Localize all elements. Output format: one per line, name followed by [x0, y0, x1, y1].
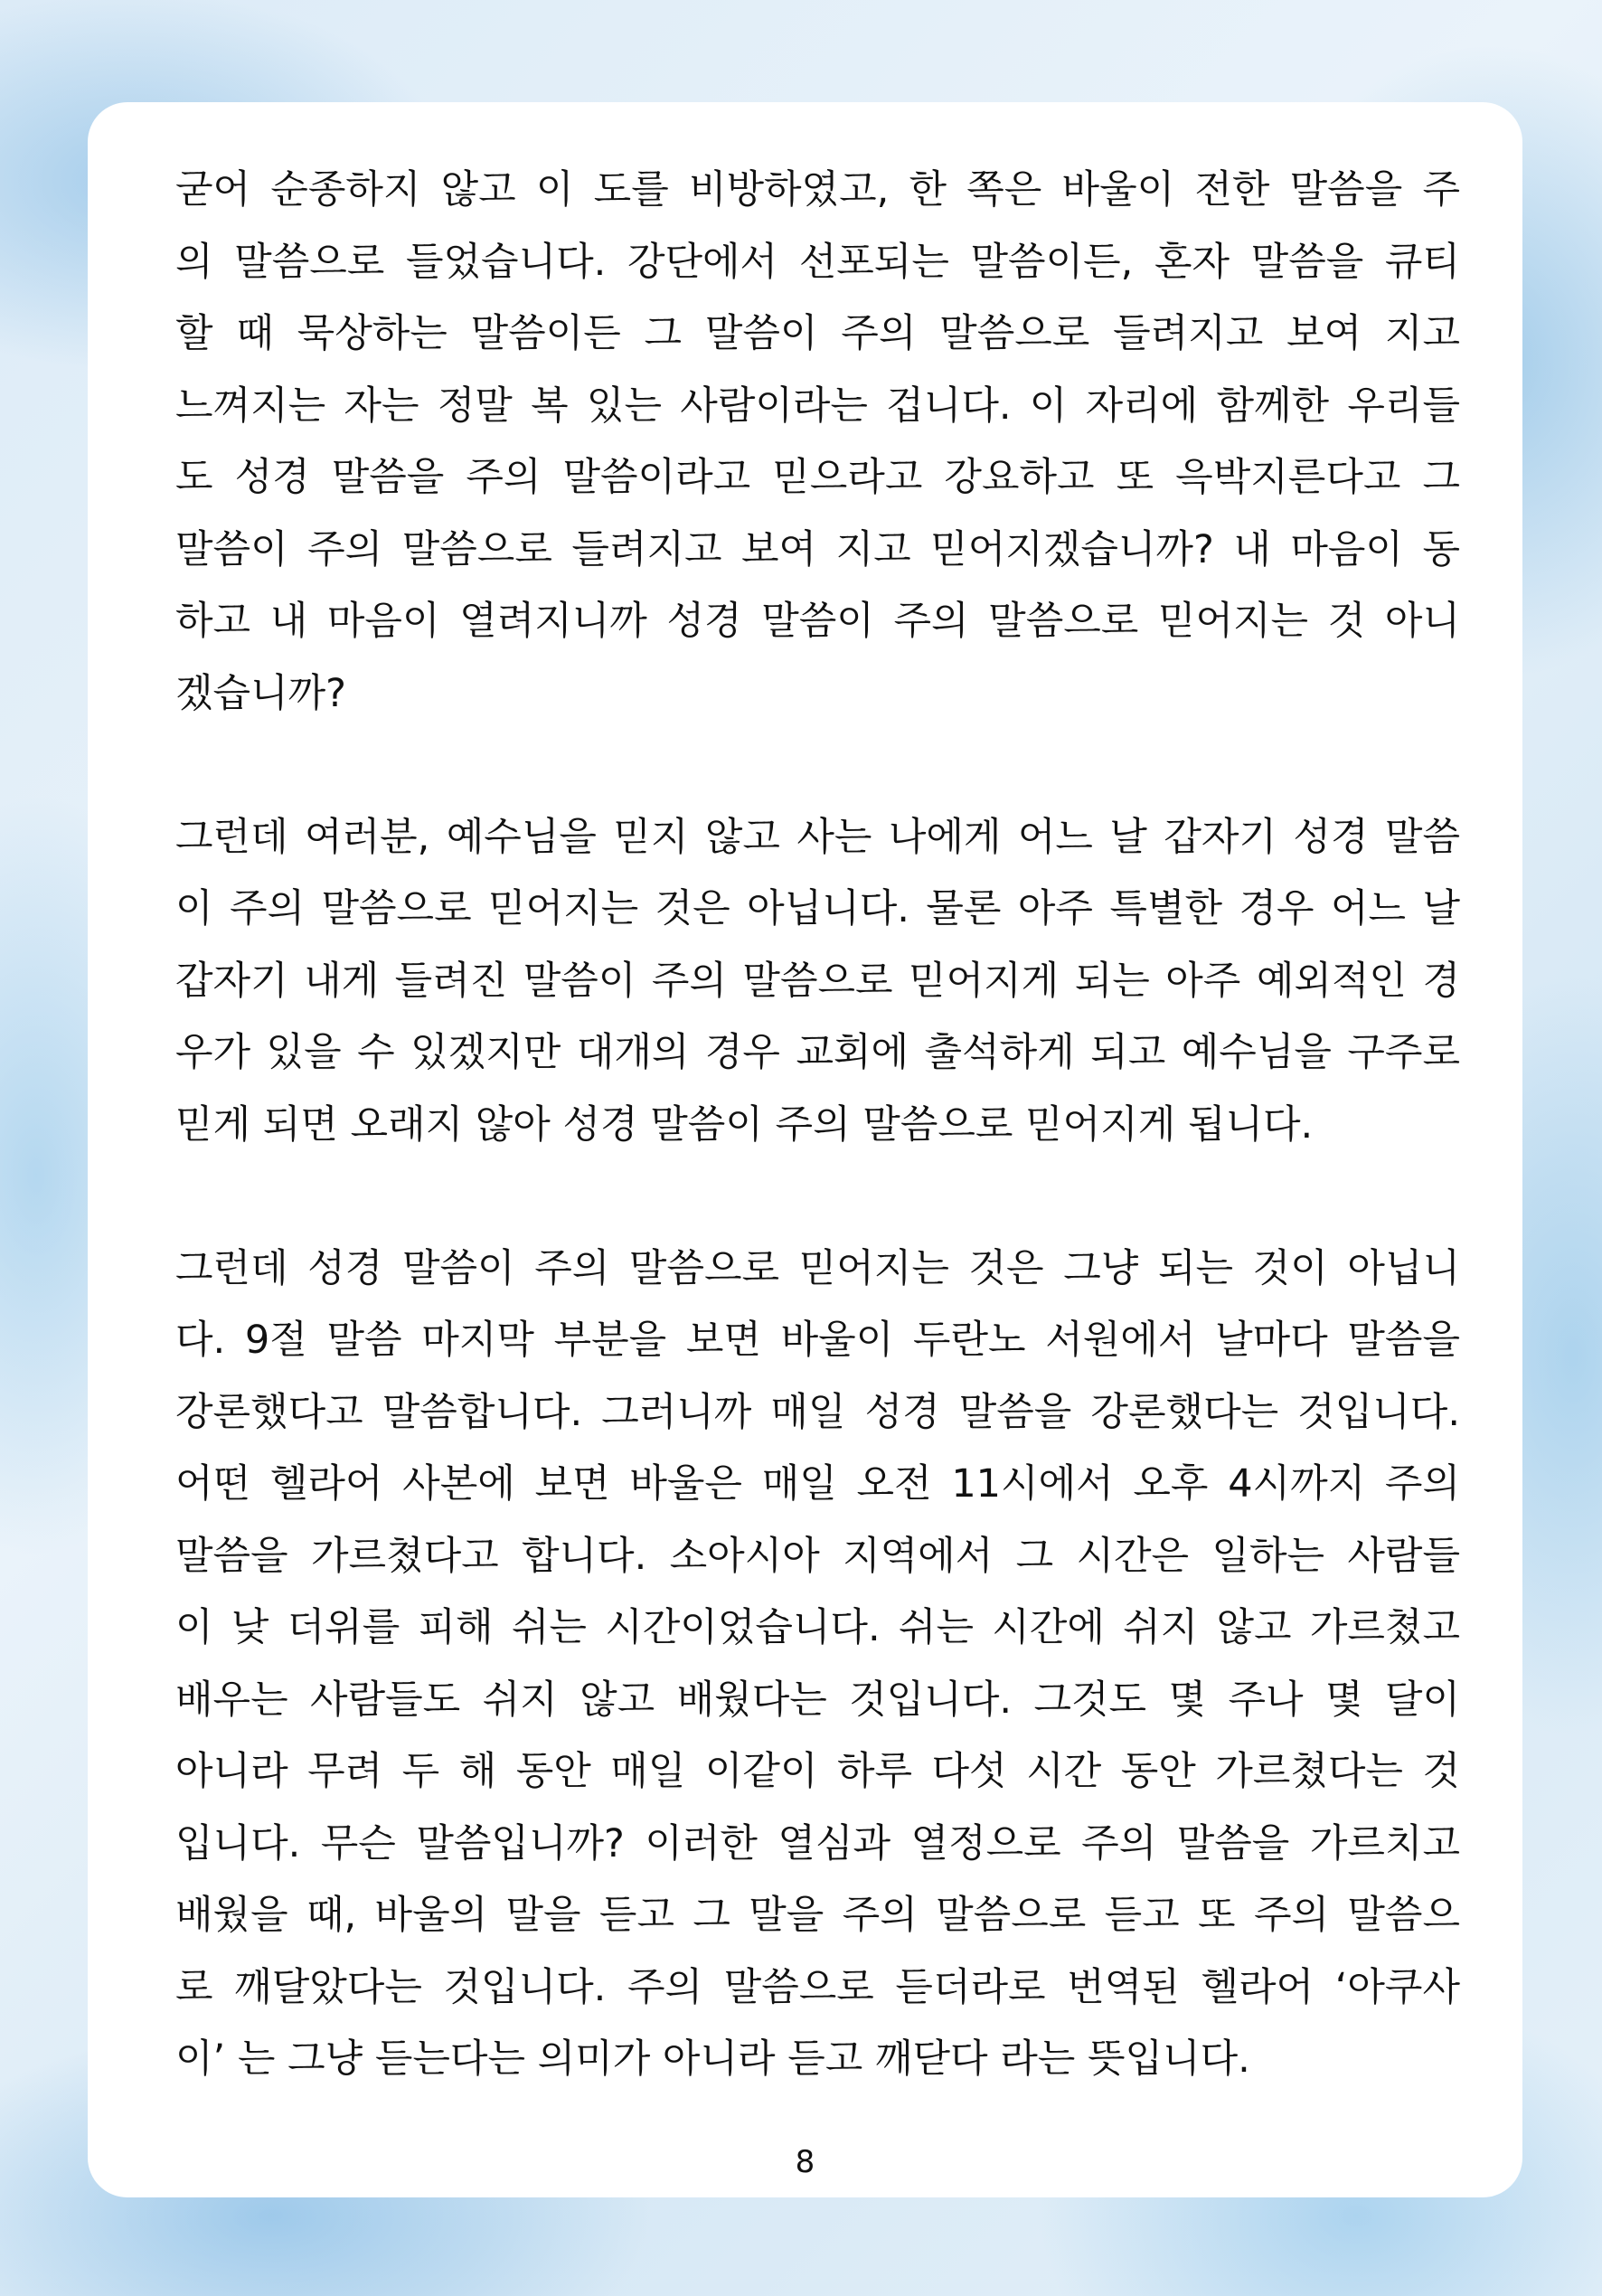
text-line: 강론했다고 말씀합니다. 그러니까 매일 성경 말씀을 강론했다는 것입니다.: [175, 1389, 1460, 1435]
text-line: 말씀이 주의 말씀으로 들려지고 보여 지고 믿어지겠습니까? 내 마음이 동: [175, 526, 1460, 572]
text-line: 배우는 사람들도 쉬지 않고 배웠다는 것입니다. 그것도 몇 주나 몇 달이: [175, 1677, 1460, 1723]
page-card: [88, 102, 1522, 2197]
text-line: 입니다. 무슨 말씀입니까? 이러한 열심과 열정으로 주의 말씀을 가르치고: [175, 1820, 1460, 1866]
paragraph-spacer: [175, 730, 1460, 802]
text-line: 어떤 헬라어 사본에 보면 바울은 매일 오전 11시에서 오후 4시까지 주의: [175, 1461, 1460, 1507]
paragraph: [175, 1233, 1460, 2096]
paragraph: [175, 155, 1460, 730]
text-line: 할 때 묵상하는 말씀이든 그 말씀이 주의 말씀으로 들려지고 보여 지고: [175, 311, 1460, 356]
text-line: 갑자기 내게 들려진 말씀이 주의 말씀으로 믿어지게 되는 아주 예외적인 경: [175, 958, 1460, 1004]
text-line: 믿게 되면 오래지 않아 성경 말씀이 주의 말씀으로 믿어지게 됩니다.: [175, 1101, 1314, 1148]
body-text: [175, 155, 1460, 2096]
text-line: 아니라 무려 두 해 동안 매일 이같이 하루 다섯 시간 동안 가르쳤다는 것: [175, 1749, 1460, 1794]
text-line: 그런데 성경 말씀이 주의 말씀으로 믿어지는 것은 그냥 되는 것이 아닙니: [175, 1245, 1460, 1291]
text-line: 겠습니까?: [175, 670, 346, 716]
paragraph-spacer: [175, 1161, 1460, 1233]
text-line: 느껴지는 자는 정말 복 있는 사람이라는 겁니다. 이 자리에 함께한 우리들: [175, 383, 1460, 429]
paragraph: [175, 802, 1460, 1162]
text-line: 다. 9절 말씀 마지막 부분을 보면 바울이 두란노 서원에서 날마다 말씀을: [175, 1318, 1460, 1363]
text-line: 도 성경 말씀을 주의 말씀이라고 믿으라고 강요하고 또 윽박지른다고 그: [175, 455, 1460, 500]
text-line: 이 낮 더위를 피해 쉬는 시간이었습니다. 쉬는 시간에 쉬지 않고 가르쳤고: [175, 1605, 1460, 1650]
text-line: 의 말씀으로 들었습니다. 강단에서 선포되는 말씀이든, 혼자 말씀을 큐티: [175, 239, 1460, 285]
text-line: 이 주의 말씀으로 믿어지는 것은 아닙니다. 물론 아주 특별한 경우 어느 날: [175, 886, 1460, 931]
text-line: 굳어 순종하지 않고 이 도를 비방하였고, 한 쪽은 바울이 전한 말씀을 주: [175, 167, 1460, 213]
text-line: 우가 있을 수 있겠지만 대개의 경우 교회에 출석하게 되고 예수님을 구주로: [175, 1030, 1460, 1075]
text-line: 말씀을 가르쳤다고 합니다. 소아시아 지역에서 그 시간은 일하는 사람들: [175, 1533, 1460, 1579]
text-line: 그런데 여러분, 예수님을 믿지 않고 사는 나에게 어느 날 갑자기 성경 말씀: [175, 814, 1460, 860]
text-line: 배웠을 때, 바울의 말을 듣고 그 말을 주의 말씀으로 듣고 또 주의 말씀으: [175, 1893, 1460, 1938]
text-line: 로 깨달았다는 것입니다. 주의 말씀으로 듣더라로 번역된 헬라어 ‘아쿠사: [175, 1964, 1460, 2010]
text-line: 하고 내 마음이 열려지니까 성경 말씀이 주의 말씀으로 믿어지는 것 아니: [175, 599, 1460, 644]
page-number: 8: [795, 2144, 815, 2180]
text-line: 이’ 는 그냥 듣는다는 의미가 아니라 듣고 깨닫다 라는 뜻입니다.: [175, 2036, 1250, 2082]
